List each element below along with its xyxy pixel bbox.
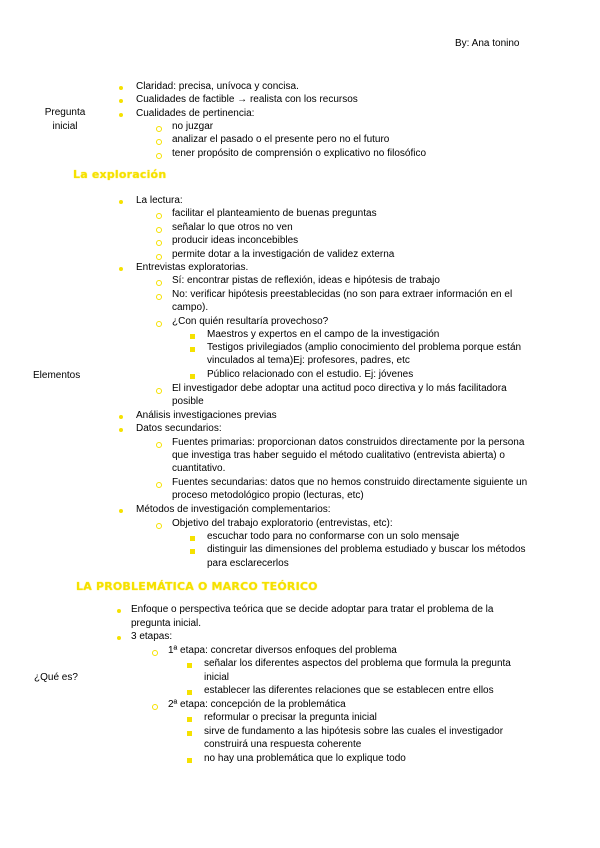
bullet-circle-icon bbox=[156, 153, 162, 159]
bullet-square-icon bbox=[187, 758, 192, 763]
bullet-circle-icon bbox=[152, 704, 158, 710]
bullet-dot-icon bbox=[119, 113, 123, 117]
bullet-square-icon bbox=[190, 347, 195, 352]
bullet-dot-icon bbox=[119, 428, 123, 432]
list-item: Sí: encontrar pistas de reflexión, ideas e hipótesis de trabajo bbox=[172, 275, 440, 286]
list-item: Objetivo del trabajo exploratorio (entrevistas, etc): bbox=[172, 518, 393, 529]
bullet-square-icon bbox=[190, 536, 195, 541]
side-label-elementos: Elementos bbox=[33, 370, 81, 381]
side-label-que-es: ¿Qué es? bbox=[34, 672, 78, 683]
list-item-continuation: que investiga tras haber seguido el método cualitativo (entrevista abierta) o bbox=[172, 450, 505, 461]
bullet-square-icon bbox=[187, 690, 192, 695]
list-item: 3 etapas: bbox=[131, 631, 173, 642]
list-item: Enfoque o perspectiva teórica que se decide adoptar para tratar el problema de la bbox=[131, 604, 494, 615]
bullet-circle-icon bbox=[152, 650, 158, 656]
bullet-circle-icon bbox=[156, 213, 162, 219]
side-label-pregunta-inicial bbox=[36, 106, 94, 134]
list-item: no hay una problemática que lo explique todo bbox=[204, 753, 406, 764]
list-item: El investigador debe adoptar una actitud poco directiva y lo más facilitadora bbox=[172, 383, 507, 394]
list-item-continuation: cuantitativo. bbox=[172, 463, 226, 474]
list-item: Entrevistas exploratorias. bbox=[136, 262, 249, 273]
list-item-continuation: proceso metodológico propio (lecturas, etc) bbox=[172, 490, 364, 501]
list-item: analizar el pasado o el presente pero no el futuro bbox=[172, 134, 390, 145]
list-item: señalar lo que otros no ven bbox=[172, 222, 293, 233]
author-label: By: Ana tonino bbox=[455, 38, 520, 49]
list-item: facilitar el planteamiento de buenas preguntas bbox=[172, 208, 377, 219]
section-heading-problematica: LA PROBLEMÁTICA O MARCO TEÓRICO bbox=[76, 580, 318, 593]
bullet-square-icon bbox=[190, 374, 195, 379]
section-heading-exploracion: La exploración bbox=[73, 168, 167, 181]
bullet-circle-icon bbox=[156, 139, 162, 145]
bullet-dot-icon bbox=[117, 609, 121, 613]
list-item-continuation: inicial bbox=[204, 672, 230, 683]
list-item: Fuentes primarias: proporcionan datos construidos directamente por la persona bbox=[172, 437, 525, 448]
bullet-circle-icon bbox=[156, 254, 162, 260]
list-item: Maestros y expertos en el campo de la investigación bbox=[207, 329, 440, 340]
bullet-square-icon bbox=[187, 663, 192, 668]
list-item-continuation: para esclarecerlos bbox=[207, 558, 289, 569]
list-item: ¿Con quién resultaría provechoso? bbox=[172, 316, 329, 327]
list-item-continuation: posible bbox=[172, 396, 204, 407]
bullet-dot-icon bbox=[119, 509, 123, 513]
side-label-line2: inicial bbox=[52, 121, 78, 132]
list-item: No: verificar hipótesis preestablecidas (no son para extraer información en el bbox=[172, 289, 513, 300]
bullet-circle-icon bbox=[156, 240, 162, 246]
bullet-dot-icon bbox=[119, 200, 123, 204]
list-item: 1ª etapa: concretar diversos enfoques del problema bbox=[168, 645, 397, 656]
bullet-square-icon bbox=[187, 731, 192, 736]
list-item: Cualidades de pertinencia: bbox=[136, 108, 255, 119]
list-item-continuation: pregunta inicial. bbox=[131, 618, 202, 629]
list-item: La lectura: bbox=[136, 195, 183, 206]
bullet-circle-icon bbox=[156, 442, 162, 448]
bullet-dot-icon bbox=[119, 267, 123, 271]
list-item: tener propósito de comprensión o explicativo no filosófico bbox=[172, 148, 427, 159]
bullet-dot-icon bbox=[117, 636, 121, 640]
list-item: Claridad: precisa, unívoca y concisa. bbox=[136, 81, 299, 92]
list-item: Datos secundarios: bbox=[136, 423, 222, 434]
side-label-line1: Pregunta bbox=[44, 107, 86, 118]
bullet-circle-icon bbox=[156, 523, 162, 529]
list-item-continuation: construirá una respuesta coherente bbox=[204, 739, 362, 750]
list-item: señalar los diferentes aspectos del problema que formula la pregunta bbox=[204, 658, 511, 669]
bullet-square-icon bbox=[190, 549, 195, 554]
list-item-continuation: campo). bbox=[172, 302, 209, 313]
bullet-square-icon bbox=[187, 717, 192, 722]
list-item: no juzgar bbox=[172, 121, 214, 132]
bullet-circle-icon bbox=[156, 321, 162, 327]
bullet-dot-icon bbox=[119, 86, 123, 90]
bullet-square-icon bbox=[190, 334, 195, 339]
list-item: sirve de fundamento a las hipótesis sobre las cuales el investigador bbox=[204, 726, 504, 737]
list-item: producir ideas inconcebibles bbox=[172, 235, 299, 246]
list-item: Testigos privilegiados (amplio conocimiento del problema porque están bbox=[207, 342, 522, 353]
list-item: Análisis investigaciones previas bbox=[136, 410, 277, 421]
list-item: establecer las diferentes relaciones que se establecen entre ellos bbox=[204, 685, 494, 696]
list-item: distinguir las dimensiones del problema estudiado y buscar los métodos bbox=[207, 544, 526, 555]
list-item: Métodos de investigación complementarios: bbox=[136, 504, 331, 515]
list-item: 2ª etapa: concepción de la problemática bbox=[168, 699, 346, 710]
bullet-circle-icon bbox=[156, 126, 162, 132]
bullet-circle-icon bbox=[156, 280, 162, 286]
list-item: reformular o precisar la pregunta inicial bbox=[204, 712, 377, 723]
bullet-dot-icon bbox=[119, 415, 123, 419]
list-item: permite dotar a la investigación de validez externa bbox=[172, 249, 395, 260]
list-item: Público relacionado con el estudio. Ej: jóvenes bbox=[207, 369, 414, 380]
bullet-circle-icon bbox=[156, 294, 162, 300]
list-item-continuation: vinculados al tema)Ej: profesores, padres, etc bbox=[207, 355, 410, 366]
list-item: escuchar todo para no conformarse con un solo mensaje bbox=[207, 531, 460, 542]
bullet-circle-icon bbox=[156, 482, 162, 488]
list-item: Fuentes secundarias: datos que no hemos construido directamente siguiente un bbox=[172, 477, 528, 488]
bullet-dot-icon bbox=[119, 99, 123, 103]
list-item: Cualidades de factible → realista con los recursos bbox=[136, 94, 358, 105]
bullet-circle-icon bbox=[156, 227, 162, 233]
bullet-circle-icon bbox=[156, 388, 162, 394]
